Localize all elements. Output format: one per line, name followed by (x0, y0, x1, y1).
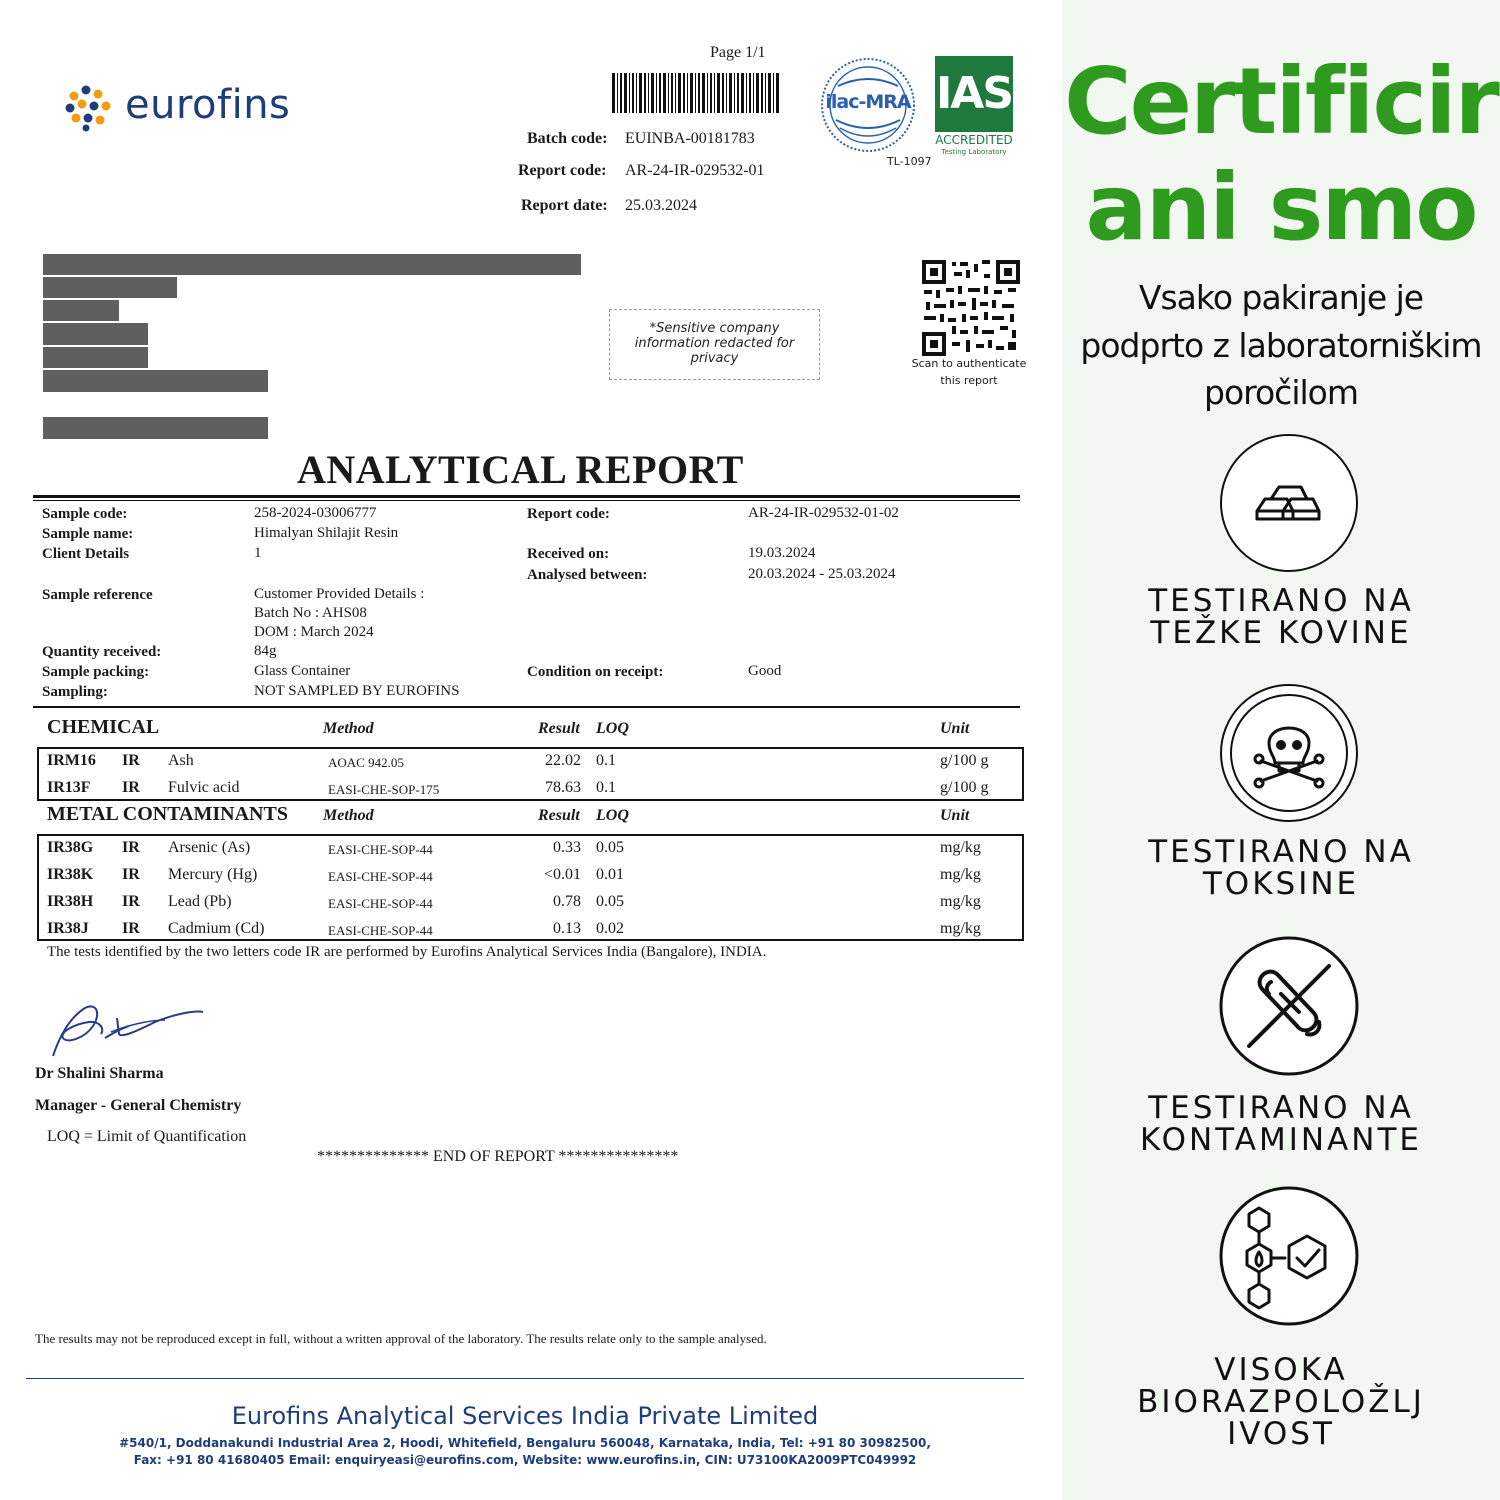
badge-3-line-1: TESTIRANO NA (1148, 1090, 1414, 1126)
analyte-name: Arsenic (As) (168, 839, 251, 856)
badge-1-line-2: TEŽKE KOVINE (1150, 615, 1412, 651)
result-value: 78.63 (545, 779, 581, 796)
panel-title-line-2: ani smo (1085, 154, 1477, 261)
loq-value: 0.1 (596, 752, 616, 769)
panel-subtitle-line-2: podprto z laboratorniškim (1080, 326, 1482, 365)
qr-code-icon[interactable] (922, 260, 1020, 356)
badge-4-line-2: BIORAZPOLOŽLJ (1137, 1384, 1425, 1420)
badge-4-line-3: IVOST (1227, 1416, 1335, 1452)
eurofins-logo-icon (64, 84, 116, 132)
report-date-value: 25.03.2024 (625, 197, 697, 214)
redacted-block (43, 347, 148, 368)
badge-1-line-1: TESTIRANO NA (1148, 583, 1414, 619)
unit-value: mg/kg (940, 866, 981, 883)
qr-caption-line-1: Scan to authenticate (911, 357, 1027, 370)
result-value: 0.78 (553, 893, 581, 910)
received-value: 19.03.2024 (748, 545, 816, 561)
test-code: IR13F (47, 779, 91, 796)
redacted-block (43, 300, 119, 321)
sampling-label: Sampling: (42, 684, 108, 700)
method-value: AOAC 942.05 (328, 755, 404, 770)
signer-name: Dr Shalini Sharma (35, 1065, 164, 1082)
unit-value: mg/kg (940, 893, 981, 910)
report-code-label: Report code: (518, 162, 607, 179)
ias-logo-text: IAS (935, 68, 1013, 119)
redacted-block (43, 370, 268, 392)
footer-address-line-1: #540/1, Doddanakundi Industrial Area 2, Hoodi, Whitefield, Bengaluru 560048, Karnataka, India, Tel: +91 80 30982500, (119, 1436, 931, 1450)
sample-code-value: 258-2024-03006777 (254, 505, 377, 521)
lab-code: IR (122, 779, 140, 796)
qr-caption-line-2: this report (940, 374, 998, 387)
page-number: Page 1/1 (710, 44, 766, 61)
molecule-check-icon (1219, 1186, 1359, 1326)
unit-value: mg/kg (940, 839, 981, 856)
loq-value: 0.05 (596, 839, 624, 856)
badge-3-line-2: KONTAMINANTE (1140, 1122, 1422, 1158)
redacted-block (43, 254, 581, 275)
signature-icon (45, 998, 210, 1060)
tl-code: TL-1097 (887, 155, 932, 168)
signer-title: Manager - General Chemistry (35, 1097, 242, 1114)
ias-logo (935, 56, 1013, 132)
packing-label: Sample packing: (42, 664, 150, 680)
panel-subtitle-line-1: Vsako pakiranje je (1138, 278, 1424, 317)
analyte-name: Ash (168, 752, 194, 769)
chemical-unit-header: Unit (940, 720, 970, 737)
test-code: IR38J (47, 920, 89, 937)
chemical-loq-header: LOQ (596, 720, 629, 737)
lab-code: IR (122, 920, 140, 937)
ias-accredited-text: ACCREDITED (935, 133, 1013, 147)
lab-code: IR (122, 752, 140, 769)
panel-subtitle-line-3: poročilom (1204, 373, 1358, 412)
method-value: EASI-CHE-SOP-44 (328, 869, 433, 884)
skull-crossbones-icon (1219, 683, 1359, 823)
condition-label: Condition on receipt: (527, 664, 664, 680)
metals-heading: METAL CONTAMINANTS (47, 803, 288, 825)
loq-value: 0.01 (596, 866, 624, 883)
metals-method-header: Method (323, 807, 374, 824)
title-rule (33, 495, 1020, 498)
loq-value: 0.1 (596, 779, 616, 796)
sample-code-label: Sample code: (42, 506, 128, 522)
gold-bars-icon (1219, 433, 1359, 573)
eurofins-logo-text: eurofins (125, 82, 291, 128)
chemical-result-header: Result (538, 720, 580, 737)
report-code-label-2: Report code: (527, 506, 610, 522)
condition-value: Good (748, 663, 782, 679)
redacted-block (43, 277, 177, 298)
client-details-value: 1 (254, 545, 262, 561)
analysed-label: Analysed between: (527, 567, 648, 583)
redacted-block (43, 323, 148, 345)
report-title: ANALYTICAL REPORT (297, 447, 744, 492)
chemical-heading: CHEMICAL (47, 716, 160, 738)
ir-lab-note: The tests identified by the two letters code IR are performed by Eurofins Analytical Services India (Bangalore), INDIA. (47, 944, 767, 960)
certification-panel (1062, 0, 1500, 1500)
batch-code-value: EUINBA-00181783 (625, 130, 755, 147)
sampling-value: NOT SAMPLED BY EUROFINS (254, 683, 460, 699)
lab-code: IR (122, 839, 140, 856)
method-value: EASI-CHE-SOP-44 (328, 842, 433, 857)
test-code: IRM16 (47, 752, 96, 769)
result-value: 0.13 (553, 920, 581, 937)
sample-reference-label: Sample reference (42, 587, 153, 603)
panel-title-line-1: Certificir (1064, 48, 1498, 155)
quantity-value: 84g (254, 643, 277, 659)
lab-code: IR (122, 866, 140, 883)
unit-value: g/100 g (940, 752, 989, 769)
packing-value: Glass Container (254, 663, 351, 679)
chemical-method-header: Method (323, 720, 374, 737)
end-of-report: ************** END OF REPORT *************** (317, 1148, 679, 1165)
sample-name-value: Himalyan Shilajit Resin (254, 525, 399, 541)
test-code: IR38K (47, 866, 94, 883)
badge-2-line-2: TOKSINE (1202, 866, 1360, 902)
analyte-name: Mercury (Hg) (168, 866, 258, 883)
badge-2-line-1: TESTIRANO NA (1148, 834, 1414, 870)
method-value: EASI-CHE-SOP-44 (328, 896, 433, 911)
no-pill-icon (1219, 936, 1359, 1076)
badge-4-line-1: VISOKA (1214, 1352, 1348, 1388)
disclaimer: The results may not be reproduced except in full, without a written approval of the laboratory. The results relate only to the sample analysed. (35, 1331, 767, 1346)
analyte-name: Lead (Pb) (168, 893, 232, 910)
metals-unit-header: Unit (940, 807, 970, 824)
unit-value: mg/kg (940, 920, 981, 937)
method-value: EASI-CHE-SOP-44 (328, 923, 433, 938)
test-code: IR38G (47, 839, 94, 856)
sample-name-label: Sample name: (42, 526, 134, 542)
details-rule (33, 706, 1020, 708)
analyte-name: Fulvic acid (168, 779, 240, 796)
test-code: IR38H (47, 893, 94, 910)
report-code-value: AR-24-IR-029532-01 (625, 162, 765, 179)
client-details-label: Client Details (42, 546, 130, 562)
loq-definition: LOQ = Limit of Quantification (47, 1128, 247, 1145)
ilac-mra-text: ilac-MRA (825, 91, 911, 113)
report-code-value-2: AR-24-IR-029532-01-02 (748, 505, 899, 521)
sample-reference-line-3: DOM : March 2024 (254, 624, 374, 640)
barcode-icon (612, 73, 780, 113)
method-value: EASI-CHE-SOP-175 (328, 782, 440, 797)
privacy-note: *Sensitive company information redacted for privacy (609, 309, 820, 380)
title-rule-thin (33, 500, 1020, 501)
ias-testing-text: Testing Laboratory (941, 148, 1007, 156)
metals-loq-header: LOQ (596, 807, 629, 824)
sample-reference-line-1: Customer Provided Details : (254, 586, 425, 602)
result-value: <0.01 (543, 866, 581, 883)
sample-reference-line-2: Batch No : AHS08 (254, 605, 367, 621)
analyte-name: Cadmium (Cd) (168, 920, 265, 937)
redacted-block (43, 417, 268, 439)
footer-company: Eurofins Analytical Services India Private Limited (231, 1402, 819, 1430)
report-date-label: Report date: (521, 197, 608, 214)
loq-value: 0.02 (596, 920, 624, 937)
lab-code: IR (122, 893, 140, 910)
quantity-label: Quantity received: (42, 644, 162, 660)
metals-result-header: Result (538, 807, 580, 824)
unit-value: g/100 g (940, 779, 989, 796)
footer-address-line-2: Fax: +91 80 41680405 Email: enquiryeasi@eurofins.com, Website: www.eurofins.in, CIN: U73100KA2009PTC049992 (133, 1453, 917, 1467)
result-value: 22.02 (545, 752, 581, 769)
received-label: Received on: (527, 546, 610, 562)
footer-rule (26, 1378, 1024, 1379)
analysed-value: 20.03.2024 - 25.03.2024 (748, 566, 896, 582)
batch-code-label: Batch code: (527, 130, 608, 147)
loq-value: 0.05 (596, 893, 624, 910)
result-value: 0.33 (553, 839, 581, 856)
